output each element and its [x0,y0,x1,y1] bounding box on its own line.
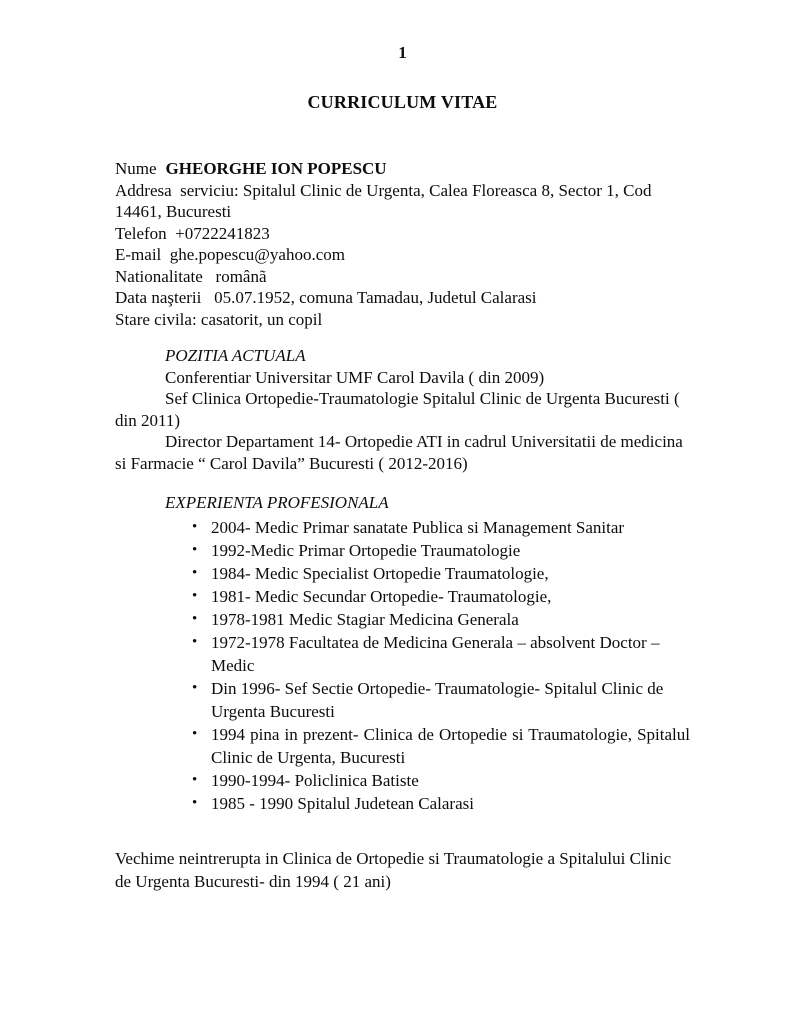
field-name [115,158,690,180]
field-phone: Telefon +0722241823 [115,223,270,243]
experience-item: • 2004- Medic Primar sanatate Publica si Management Sanitar [190,516,690,539]
experience-item: • 1990-1994- Policlinica Batiste [190,769,690,792]
current-position-section [115,345,690,474]
experience-item: • 1981- Medic Secundar Ortopedie- Traumatologie, [190,585,690,608]
experience-item: • Din 1996- Sef Sectie Ortopedie- Traumatologie- Spitalul Clinic de Urgenta Bucuresti [190,677,690,723]
seniority-note: Vechime neintrerupta in Clinica de Ortopedie si Traumatologie a Spitalului Clinic de Urgenta Bucuresti- din 1994 ( 21 ani) [115,848,676,891]
experience-item: • 1992-Medic Primar Ortopedie Traumatologie [190,539,690,562]
field-name-value: GHEORGHE ION POPESCU [165,159,387,178]
current-position-heading: POZITIA ACTUALA [165,346,306,365]
professional-experience-section [115,492,695,815]
experience-list [115,516,695,815]
experience-item: • 1984- Medic Specialist Ortopedie Traumatologie, [190,562,690,585]
professional-experience-heading: EXPERIENTA PROFESIONALA [165,493,389,512]
field-name-label: Nume [115,159,157,178]
field-address: Addresa serviciu: Spitalul Clinic de Urgenta, Calea Floreasca 8, Sector 1, Cod 14461, Bucuresti [115,180,656,221]
field-nationality: Nationalitate românã [115,266,267,286]
page-number: 1 [398,43,407,62]
field-marital-status: Stare civila: casatorit, un copil [115,309,323,329]
field-birthdate: Data naşterii 05.07.1952, comuna Tamadau, Judetul Calarasi [115,288,537,307]
field-email: E-mail ghe.popescu@yahoo.com [115,245,345,264]
current-position-paragraph: Director Departament 14- Ortopedie ATI in cadrul Universitatii de medicina si Farmacie “ Carol Davila” Bucuresti ( 2012-2016) [115,432,688,473]
document-title: CURRICULUM VITAE [307,92,498,112]
current-position-paragraph: Conferentiar Universitar UMF Carol Davila ( din 2009) [165,367,545,387]
experience-item: • 1972-1978 Facultatea de Medicina Generala – absolvent Doctor – Medic [190,631,690,677]
current-position-paragraph: Sef Clinica Ortopedie-Traumatologie Spitalul Clinic de Urgenta Bucuresti ( din 2011) [115,389,684,430]
experience-item: • 1994 pina in prezent- Clinica de Ortopedie si Traumatologie, Spitalul Clinic de Urgenta, Bucuresti [190,723,690,769]
personal-info-section [115,158,690,330]
experience-item: • 1978-1981 Medic Stagiar Medicina Generala [190,608,690,631]
experience-item: • 1985 - 1990 Spitalul Judetean Calarasi [190,792,690,815]
